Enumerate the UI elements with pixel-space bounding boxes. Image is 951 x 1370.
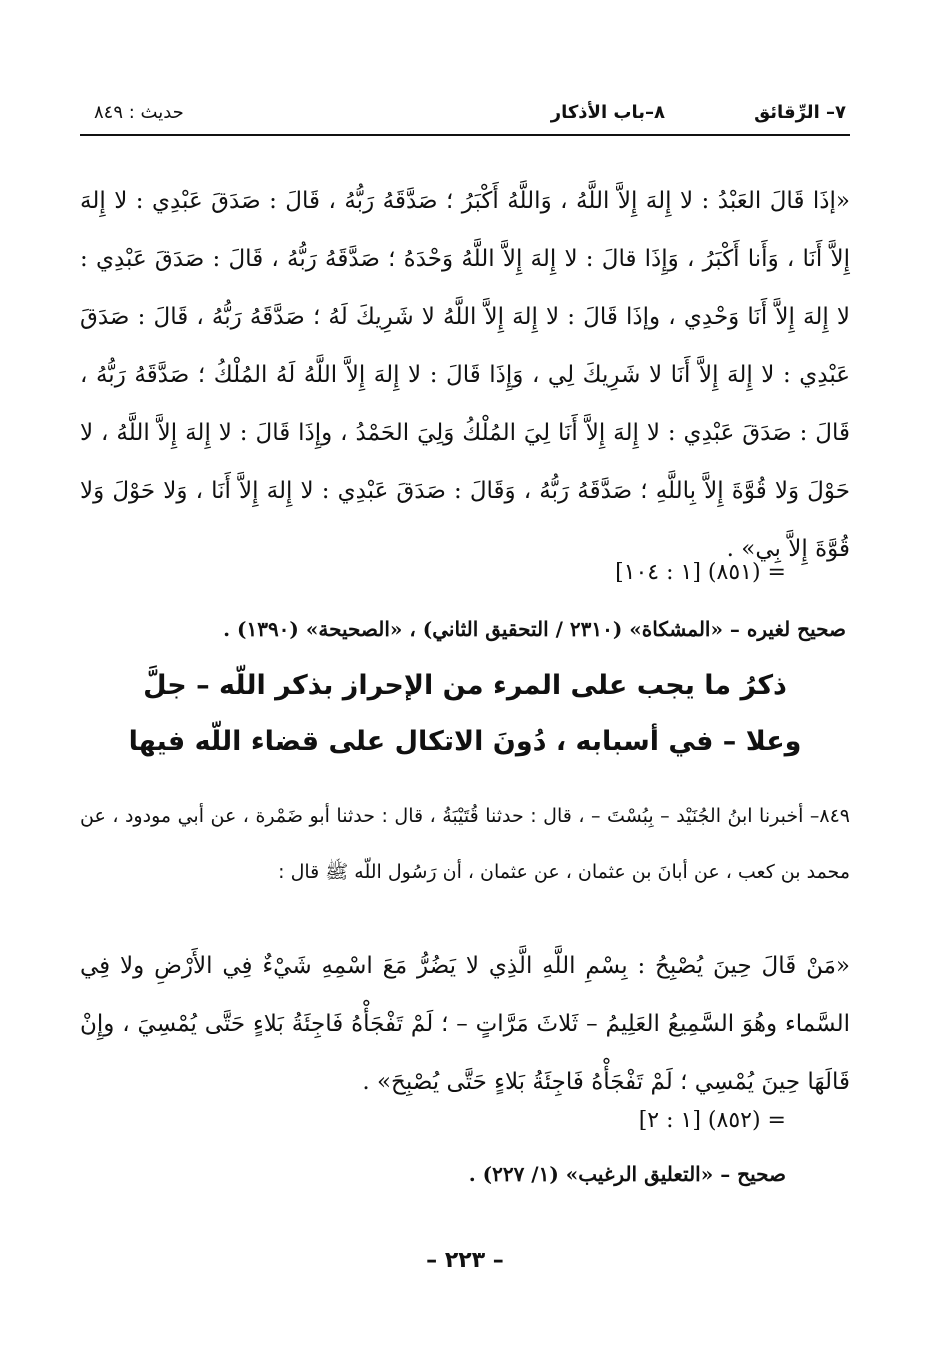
hadith-reference: = (٨٥١) [١ : ١٠٤] xyxy=(615,560,786,585)
hadith-grade: صحيح – «التعليق الرغيب» (١/ ٢٢٧) . xyxy=(468,1162,786,1186)
page-number: – ٢٢٣ – xyxy=(426,1248,504,1273)
running-header xyxy=(80,100,850,136)
header-hadith-number: حديث : ٨٤٩ xyxy=(94,102,184,123)
hadith-text: «إذَا قَالَ العَبْدُ : لا إِلهَ إِلاَّ اللَّهُ ، وَاللَّهُ أَكْبَرُ ؛ صَدَّقَهُ رَبُّهُ ، قَالَ : صَدَقَ عَبْدِي : لا إِلهَ إِلاَّ أَنَا ، وَأَنا أَكْبَرُ ، وَإِذَا قالَ : لا إِلهَ إِلاَّ اللَّهُ وَحْدَهُ ؛ صَدَّقَهُ رَبُّهُ ، قَالَ : صَدَقَ عَبْدِي : لا إِلهَ إِلاَّ أَنَا وَحْدِي ، وإذَا قَالَ : لا إِلهَ إِلاَّ اللَّهُ لا شَرِيكَ لَهُ ؛ صَدَّقَهُ رَبُّهُ ، قَالَ : صَدَقَ عَبْدِي : لا إِلهَ إِلاَّ أَنَا لا شَرِيكَ لِي ، وَإِذَا قَالَ : لا إِلهَ إِلاَّ اللَّهُ لَهُ المُلْكُ ؛ صَدَّقَهُ رَبُّهُ ، قَالَ : صَدَقَ عَبْدِي : لا إِلهَ إِلاَّ أَنَا لِيَ المُلْكُ وَلِيَ الحَمْدُ ، وإِذَا قَالَ : لا إِلهَ إِلاَّ اللَّهُ ، لا حَوْلَ وَلا قُوَّةَ إِلاَّ بِاللَّهِ ؛ صَدَّقَهُ رَبُّهُ ، وَقَالَ : صَدَقَ عَبْدِي : لا إِلهَ إِلاَّ أَنَا ، وَلا حَوْلَ وَلا قُوَّةَ إِلاَّ بِي» . xyxy=(80,188,850,562)
hadith-text: «مَنْ قَالَ حِينَ يُصْبِحُ : بِسْمِ اللَّهِ الَّذِي لا يَضُرُّ مَعَ اسْمِهِ شَيْءٌ فِي الأَرْضِ ولا فِي السَّماء وهُوَ السَّمِيعُ العَلِيمُ – ثَلاثَ مَرَّاتٍ – ؛ لَمْ تَفْجَأْهُ فَاجِئَةُ بَلاءٍ حَتَّى يُمْسِيَ ، وإِنْ قَالَهَا حِينَ يُمْسِي ؛ لَمْ تَفْجَأْهُ فَاجِئَةُ بَلاءٍ حَتَّى يُصْبِحَ» . xyxy=(80,953,850,1095)
hadith-grade: صحيح لغيره – «المشكاة» (٢٣١٠ / التحقيق الثاني) ، «الصحيحة» (١٣٩٠) . xyxy=(223,617,846,641)
chapter-title-line: وعلا – في أسبابه ، دُونَ الاتكال على قضاء اللّه فيها xyxy=(128,726,802,757)
book-page xyxy=(80,0,850,1370)
header-section: ٨–باب الأذكار xyxy=(550,102,665,123)
hadith-reference: = (٨٥٢) [١ : ٢] xyxy=(638,1108,786,1133)
chapter-title-line: ذكرُ ما يجب على المرء من الإحراز بذكر اللّه – جلَّ xyxy=(143,670,787,701)
hadith-isnad: ٨٤٩– أخبرنا ابنُ الجُنَيْد – بِبُسْتَ – ، قال : حدثنا قُتَيْبَةُ ، قال : حدثنا أبو ضَمْرة ، عن أبي مودود ، عن محمد بن كعب ، عن أبانَ بن عثمان ، عن عثمان ، أن رَسُول اللّه ﷺ قال : xyxy=(80,805,850,883)
header-chapter: ٧– الرِّقائق xyxy=(754,102,846,123)
